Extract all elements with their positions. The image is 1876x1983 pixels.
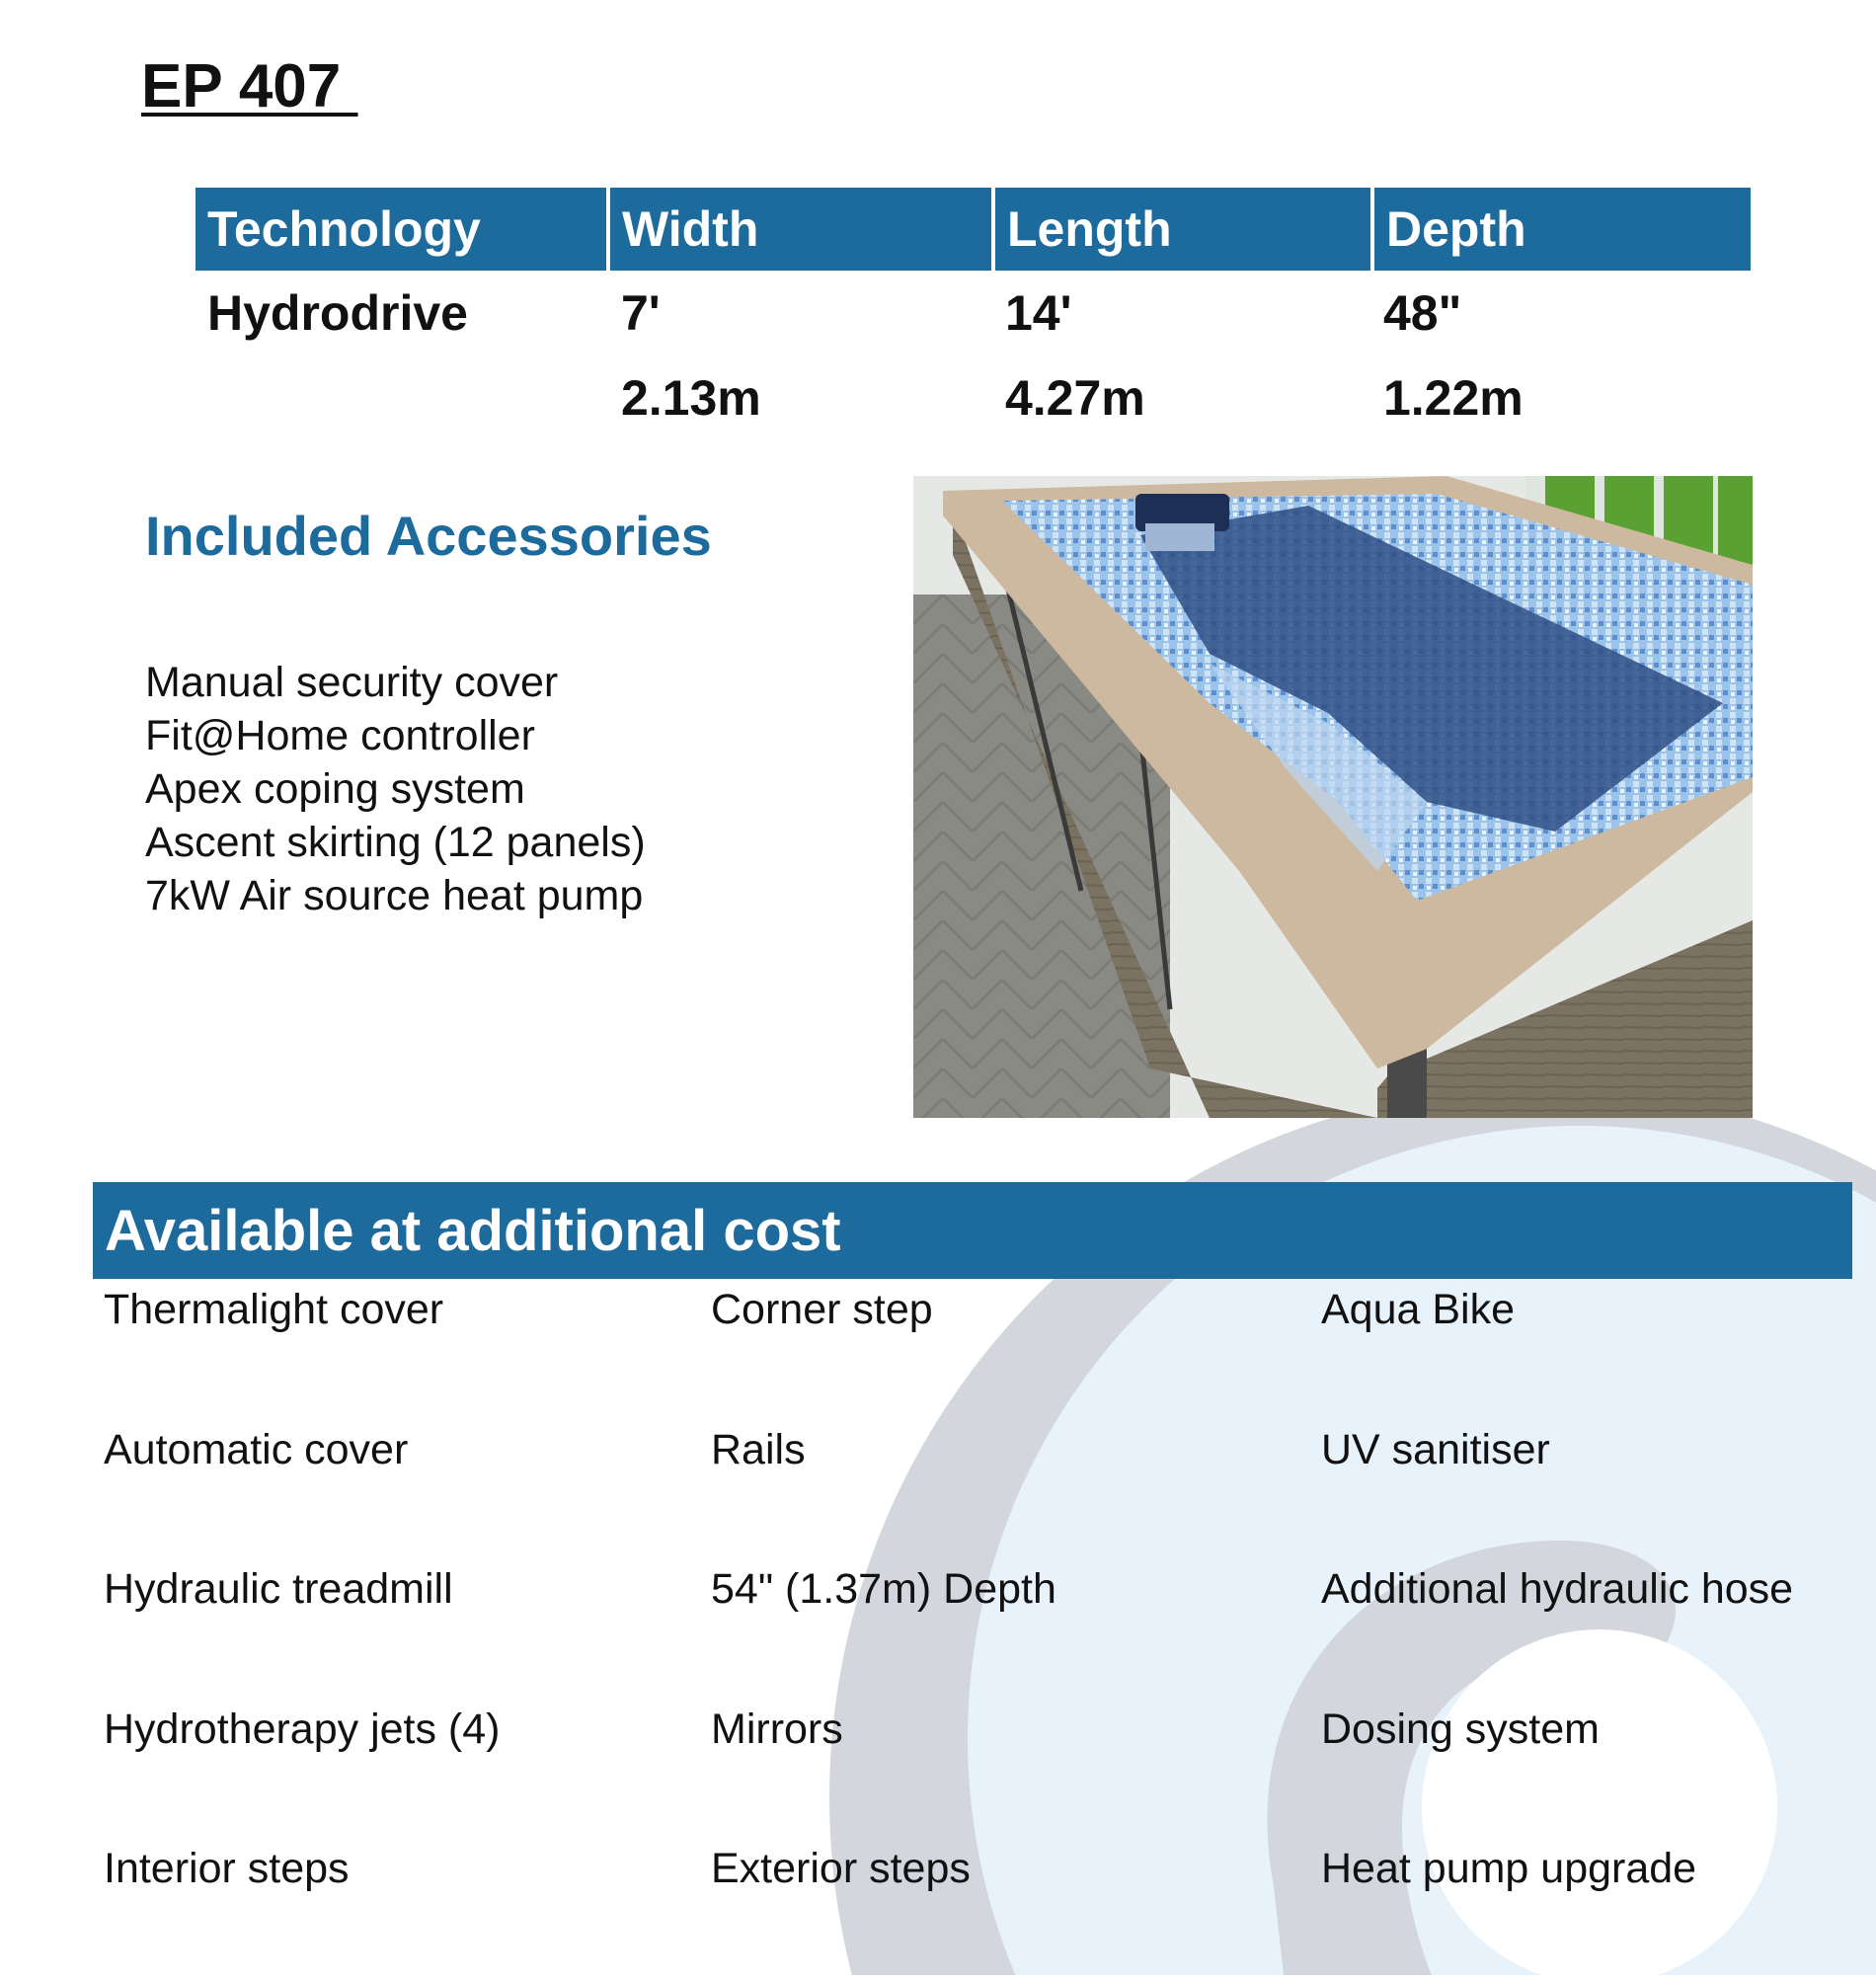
spec-row-imperial <box>195 271 1751 356</box>
extra-item: Interior steps <box>104 1845 350 1892</box>
extra-item: Dosing system <box>1321 1705 1600 1753</box>
page-title: EP 407 <box>141 52 358 120</box>
extra-item: 54" (1.37m) Depth <box>711 1565 1056 1613</box>
extra-item: Rails <box>711 1425 806 1473</box>
extra-item: Automatic cover <box>104 1425 409 1473</box>
extras-row <box>104 1424 1861 1564</box>
extras-row <box>104 1563 1861 1704</box>
technology-value: Hydrodrive <box>207 285 468 341</box>
depth-metric: 1.22m <box>1382 370 1524 426</box>
technology-empty <box>195 356 605 440</box>
accessory-item: Manual security cover <box>145 659 559 706</box>
accessory-item: Apex coping system <box>145 765 525 813</box>
accessories-heading: Included Accessories <box>145 505 712 567</box>
extra-item: Mirrors <box>711 1705 843 1753</box>
extra-item: Heat pump upgrade <box>1321 1845 1697 1892</box>
accessory-item: Ascent skirting (12 panels) <box>145 819 646 866</box>
extra-item: Exterior steps <box>711 1845 971 1892</box>
extras-row <box>104 1284 1861 1424</box>
extra-item: Hydraulic treadmill <box>104 1565 453 1613</box>
spec-table <box>195 188 1751 440</box>
spec-row-metric <box>195 356 1751 440</box>
extras-grid <box>104 1284 1861 1983</box>
width-metric: 2.13m <box>620 370 761 426</box>
extra-item: Corner step <box>711 1286 933 1333</box>
header-depth: Depth <box>1374 188 1751 271</box>
extra-item: Thermalight cover <box>104 1286 444 1333</box>
accessory-item: Fit@Home controller <box>145 712 535 759</box>
length-imperial: 14' <box>1004 285 1072 341</box>
extras-row <box>104 1704 1861 1844</box>
accessory-item: 7kW Air source heat pump <box>145 872 644 919</box>
extra-item: Hydrotherapy jets (4) <box>104 1705 501 1753</box>
pool-image <box>913 476 1753 1118</box>
extra-item: UV sanitiser <box>1321 1425 1550 1473</box>
header-width: Width <box>610 188 991 271</box>
extra-item: Aqua Bike <box>1321 1286 1516 1333</box>
accessories-list <box>145 656 646 922</box>
spec-table-header <box>195 188 1751 271</box>
width-imperial: 7' <box>620 285 661 341</box>
header-length: Length <box>995 188 1370 271</box>
length-metric: 4.27m <box>1004 370 1145 426</box>
extras-row <box>104 1843 1861 1983</box>
header-technology: Technology <box>195 188 606 271</box>
extra-item: Additional hydraulic hose <box>1321 1565 1794 1613</box>
depth-imperial: 48" <box>1382 285 1462 341</box>
extras-heading: Available at additional cost <box>93 1182 1852 1279</box>
